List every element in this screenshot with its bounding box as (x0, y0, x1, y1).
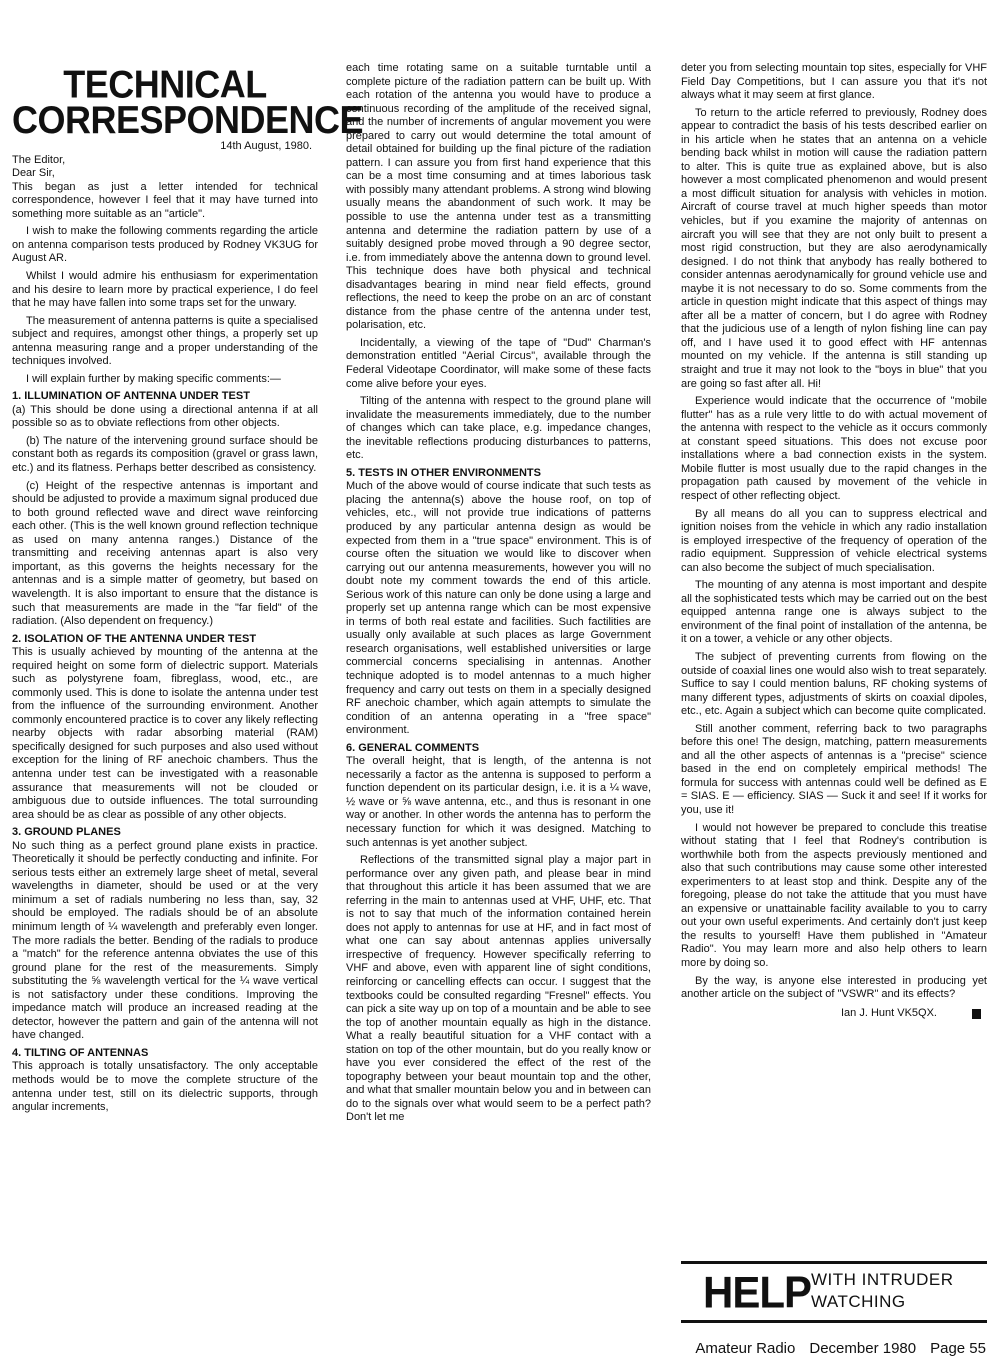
publication-name: Amateur Radio (695, 1340, 796, 1357)
paragraph: Whilst I would admire his enthusiasm for experimentation and his desire to learn more by practical experience, I do feel that he may have fallen into some traps set for the unwary. (12, 269, 318, 310)
help-line-1: WITH INTRUDER (811, 1270, 954, 1289)
paragraph: The measurement of antenna patterns is quite a specialised subject and requires, amongst other things, a properly set up antenna measuring range and a proper understanding of the techniques involved. (12, 314, 318, 368)
paragraph: Still another comment, referring back to two paragraphs before this one! The design, matching, pattern measurements and all the other aspects of antennas is a "precise" science based in the end on completely empirical methods! The formula for success with antennas could well be defined as E = SIAS. E — efficiency. SIAS — Suck it and see! If it works for you, use it! (681, 722, 987, 816)
article-title (12, 61, 364, 142)
paragraph: (c) Height of the respective antennas is important and should be adjusted to provide a maximum signal produced due to both ground reflected wave and direct wave reinforcing each other. (This is the well known ground reflection technique as used on many antenna ranges.) Distance of the transmitting and receiving antennas apart is also very important, as this governs the heights necessary for the antennas and is a simple matter of geometry, but based on wavelength. It is also important to ensure that the distance is such that measurements are made in the "far field" of the radiation. (Also dependent on frequency.) (12, 479, 318, 628)
paragraph: (a) This should be done using a directional antenna if at all possible so as to obviate reflections from other objects. (12, 403, 318, 430)
salutation-sir: Dear Sir, (12, 167, 55, 180)
paragraph: each time rotating same on a suitable turntable until a complete picture of the radiation pattern can be built up. With each rotation of the antenna you would have to produce a continuous recording of the amplitude of the received signal, and the number of increments of angular movement you were prepared to carry out would determine the total amount of detail obtained for building up the final picture of the radiation pattern. I can assure you from first hand experience that this can be a most time consuming and at times laborious task with possibly many attendant problems. A strong wind blowing usually means the abandonment of such work. It may be possible to use the antenna under test as a transmitting antenna and determine the radiation pattern by use of a suitably designed probe moved through a 90 degree sector, i.e. from immediately above the antenna down to ground level. This technique does have both physical and technical disadvantages bearing in mind near field effects, ground reflections, the need to keep the probe on an arc of constant distance from the phase centre of the antenna under test, polarisation, etc. (346, 62, 651, 332)
paragraph: Incidentally, a viewing of the tape of "Dud" Charman's demonstration entitled "Aerial Circus", available through the Federal Videotape Coordinator, will make some of these facts come alive before your eyes. (346, 336, 651, 390)
letter-date: 14th August, 1980. (220, 140, 312, 152)
section-heading-2: 2. ISOLATION OF THE ANTENNA UNDER TEST (12, 632, 257, 645)
paragraph: I would not however be prepared to conclude this treatise without stating that I feel that Rodney's contribution is worthwhile both from the aspects previously mentioned and also that such contributions may cause some other interested experimenters to at least stop and think. Despite any of the foregoing, please do not take the attitude that you must have an expensive or unattainable facility available to you to carry out your own useful experiments. And certainly don't just keep the results to yourself! Have them published in "Amateur Radio". You may learn more and also help others to learn more by doing so. (681, 821, 987, 969)
section-heading-6: 6. GENERAL COMMENTS (346, 741, 480, 754)
help-word: HELP (703, 1267, 812, 1318)
paragraph: This approach is totally unsatisfactory. The only acceptable methods would be to move the complete structure of the antenna under test, still on its dielectric supports, through angular increments, (12, 1060, 318, 1114)
page-footer (681, 1340, 986, 1358)
paragraph: By all means do all you can to suppress electrical and ignition noises from the vehicle in which any radio installation is employed irrespective of the frequency of operation of the radio equipment. Suppression of vehicle electrical systems can also become the subject of much specialisation. (681, 507, 987, 574)
issue-date: December 1980 (809, 1340, 917, 1357)
paragraph: By the way, is anyone else interested in producing yet another article on the subject of "VSWR" and its effects? (681, 974, 987, 1001)
paragraph: Reflections of the transmitted signal play a major part in performance over any given path, and please bear in mind that throughout this article it has been assumed that we are referring in the main to antennas used at VHF, UHF, etc. That is not to say that much of the information contained herein does not apply to antennas for use at HF, and in fact most of what one can say about antennas applies universally irrespective of frequency. However specifically referring to VHF and above, even with apparent line of sight conditions, reinforcing or cancelling effects can occur. I suggest that the textbooks could be consulted regarding "Fresnel" effects. You can pick a site way up on top of a mountain and be able to see the top of another mountain equally as high in the distance. What a really beautiful situation for a VHF contact with a station on top of the other mountain, but do you really know or have you ever considered the effect of the rest of the topography between your beaut mountain top and the other, and what that smaller mountain below you and in between can do to the signals over what would seem to be a perfect path? Don't let me (346, 854, 651, 1124)
author-signature: Ian J. Hunt VK5QX. (841, 1006, 937, 1019)
signature-line (681, 1006, 987, 1020)
paragraph: Much of the above would of course indicate that such tests as placing the antenna(s) above the house roof, on top of vehicles, etc., will not provide true indications of patterns produced by any particular antenna design as would be expected from them in a "true space" environment. This is of course often the situation we would like to discover when carrying out our antenna measurements, however you will no doubt note my comment towards the end of this article. Serious work of this nature can only be done using a large and properly set up antenna range which can be most expensive in terms of both real estate and facilities. Such factilities are usually only available at such places as large Government research organisations, well established universities or large commercial concerns specialising in antennas. Another technique adopted is to model antennas to a much higher frequency and carry out tests on them in a specially designed RF anechoic chamber, which again attempts to simulate the condition of an antenna operating in a "free space" environment. (346, 480, 651, 737)
paragraph: This began as just a letter intended for technical correspondence, however I feel that it may have turned into something more suitable as an "article". (12, 180, 318, 220)
paragraph: To return to the article referred to previously, Rodney does appear to contradict the basis of his tests described earlier on in his article when he states that an antenna on a vehicle bending back whilst in motion will cause the radiation pattern to alter. This is quite true as explained above, but is also however a most complicated phenomenon and would present a most difficult situation for analysis with vehicles in motion. Aircraft of course travel at much higher speeds than motor vehicles, but if you examine the majority of antennas on aircraft you will see that they are not only built to present a most rigid construction, but they are also aerodynamically designed. I do not think that anybody has really bothered to consider antennas aerodynamically for ground vehicle use and maybe it is not necessary to do so. Some comments from the article in question might indicate that this aspect of things may after all be a matter of concern, but I do agree with Rodney that the judicious use of a length of nylon fishing line can pay off, and I have used it to good effect with HF antennas mounted on my vehicle. If the antenna is still standing up straight and true it may not look to the "boys in blue" that you are going so fast after all. Hi! (681, 106, 987, 390)
column-1 (12, 61, 364, 1119)
paragraph: deter you from selecting mountain top sites, especially for VHF Field Day Competitions, but I can assure you that it's not always what it may seem at first glance. (681, 62, 987, 102)
help-intruder-watch-box (681, 1261, 987, 1323)
paragraph: No such thing as a perfect ground plane exists in practice. Theoretically it should be perfectly conducting and infinite. For serious tests either an extremely large sheet of metal, several wavelengths in diameter, should be used or at the very minimum a set of radials numbering no less than, say, 32 should be employed. The radials should be of an absolute minimum length of ¼ wavelength and preferably even longer. The more radials the better. Bending of the radials to produce a "match" for the reference antenna obviates the use of this ground plane for the rest of the measurements. Simply substituting the ⅝ wavelength vertical for the ¼ wave vertical is not satisfactory under these conditions. Improving the impedance match will produce an increased reading at the detector, however the pattern and gain of the antenna will not have changed. (12, 839, 318, 1042)
column-2 (346, 62, 651, 1129)
paragraph: The subject of preventing currents from flowing on the outside of coaxial lines one would also wish to treat separately. Suffice to say I could mention baluns, RF choking systems of many different types, adjustments of skirts on coaxial dipoles, etc., etc. Again a subject which can become quite complicated. (681, 650, 987, 718)
section-heading-4: 4. TILTING OF ANTENNAS (12, 1046, 149, 1059)
end-of-article-mark (972, 1009, 981, 1019)
salutation-editor: The Editor, (12, 153, 66, 166)
paragraph: The mounting of any atenna is most important and despite all the sophisticated tests which may be carried out on the best equipped antenna range one is always subject to the environment of the final point of installation of the antenna, be it on a tower, a vehicle or any other objects. (681, 579, 987, 646)
paragraph: The overall height, that is length, of the antenna is not necessarily a factor as the antenna is supposed to perform a function dependent on its particular design, i.e. it is a ¼ wave, ½ wave or ⅝ wave antenna, etc., and thus is resonant in one way or another. In other words the antenna has to perform the necessary function for which it was designed. Matching to such antennas is yet another subject. (346, 755, 651, 849)
column-3 (681, 62, 987, 1020)
title-line-2: CORRESPONDENCE (12, 97, 364, 142)
title-line-1: TECHNICAL (63, 61, 267, 106)
paragraph: I will explain further by making specific comments:— (26, 372, 281, 385)
section-heading-1: 1. ILLUMINATION OF ANTENNA UNDER TEST (12, 390, 250, 403)
paragraph: Tilting of the antenna with respect to the ground plane will invalidate the measurements immediately, due to the number of changes which can take place, e.g. impedance changes, the inevitable reflections producing disturbances to patterns, etc. (346, 395, 651, 462)
section-heading-5: 5. TESTS IN OTHER ENVIRONMENTS (346, 466, 541, 479)
paragraph: This is usually achieved by mounting of the antenna at the required height on some form of dielectric support. Materials such as polystyrene foam, fibreglass, wood, etc., are commonly used. This is done to isolate the antenna under test from the influence of the surrounding environment. Another commonly encountered practice is to cover any likely reflecting nearby objects with radar absorbing material (RAM) specifically designed for such purposes and also used without exception for the lining of RF anechoic chambers. Thus the antenna under test can be investigated with a reasonable assurance that measurements will not be clouded or ambiguous due to outside influences. The total surrounding area should be as clear as possible of any other objects. (12, 646, 318, 821)
paragraph: I wish to make the following comments regarding the article on antenna comparison tests produced by Rodney VK3UG for August AR. (12, 225, 318, 265)
paragraph: (b) The nature of the intervening ground surface should be constant both as regards its composition (gravel or grass lawn, etc.) and its flatness. Perhaps better described as consistency. (12, 434, 318, 475)
section-heading-3: 3. GROUND PLANES (12, 826, 121, 839)
page-number: Page 55 (930, 1340, 986, 1357)
paragraph: Experience would indicate that the occurrence of "mobile flutter" has as a rule very little to do with actual movement of the antenna with respect to the vehicle as it occurs commonly at constant speed situations. This does not excuse poor installations where a bad connection exists in the system. Mobile flutter is most usually due to the rapid changes in the propagation path caused by movement of the vehicle in respect of other reflecting object. (681, 395, 987, 502)
help-line-2: WATCHING (811, 1292, 906, 1311)
